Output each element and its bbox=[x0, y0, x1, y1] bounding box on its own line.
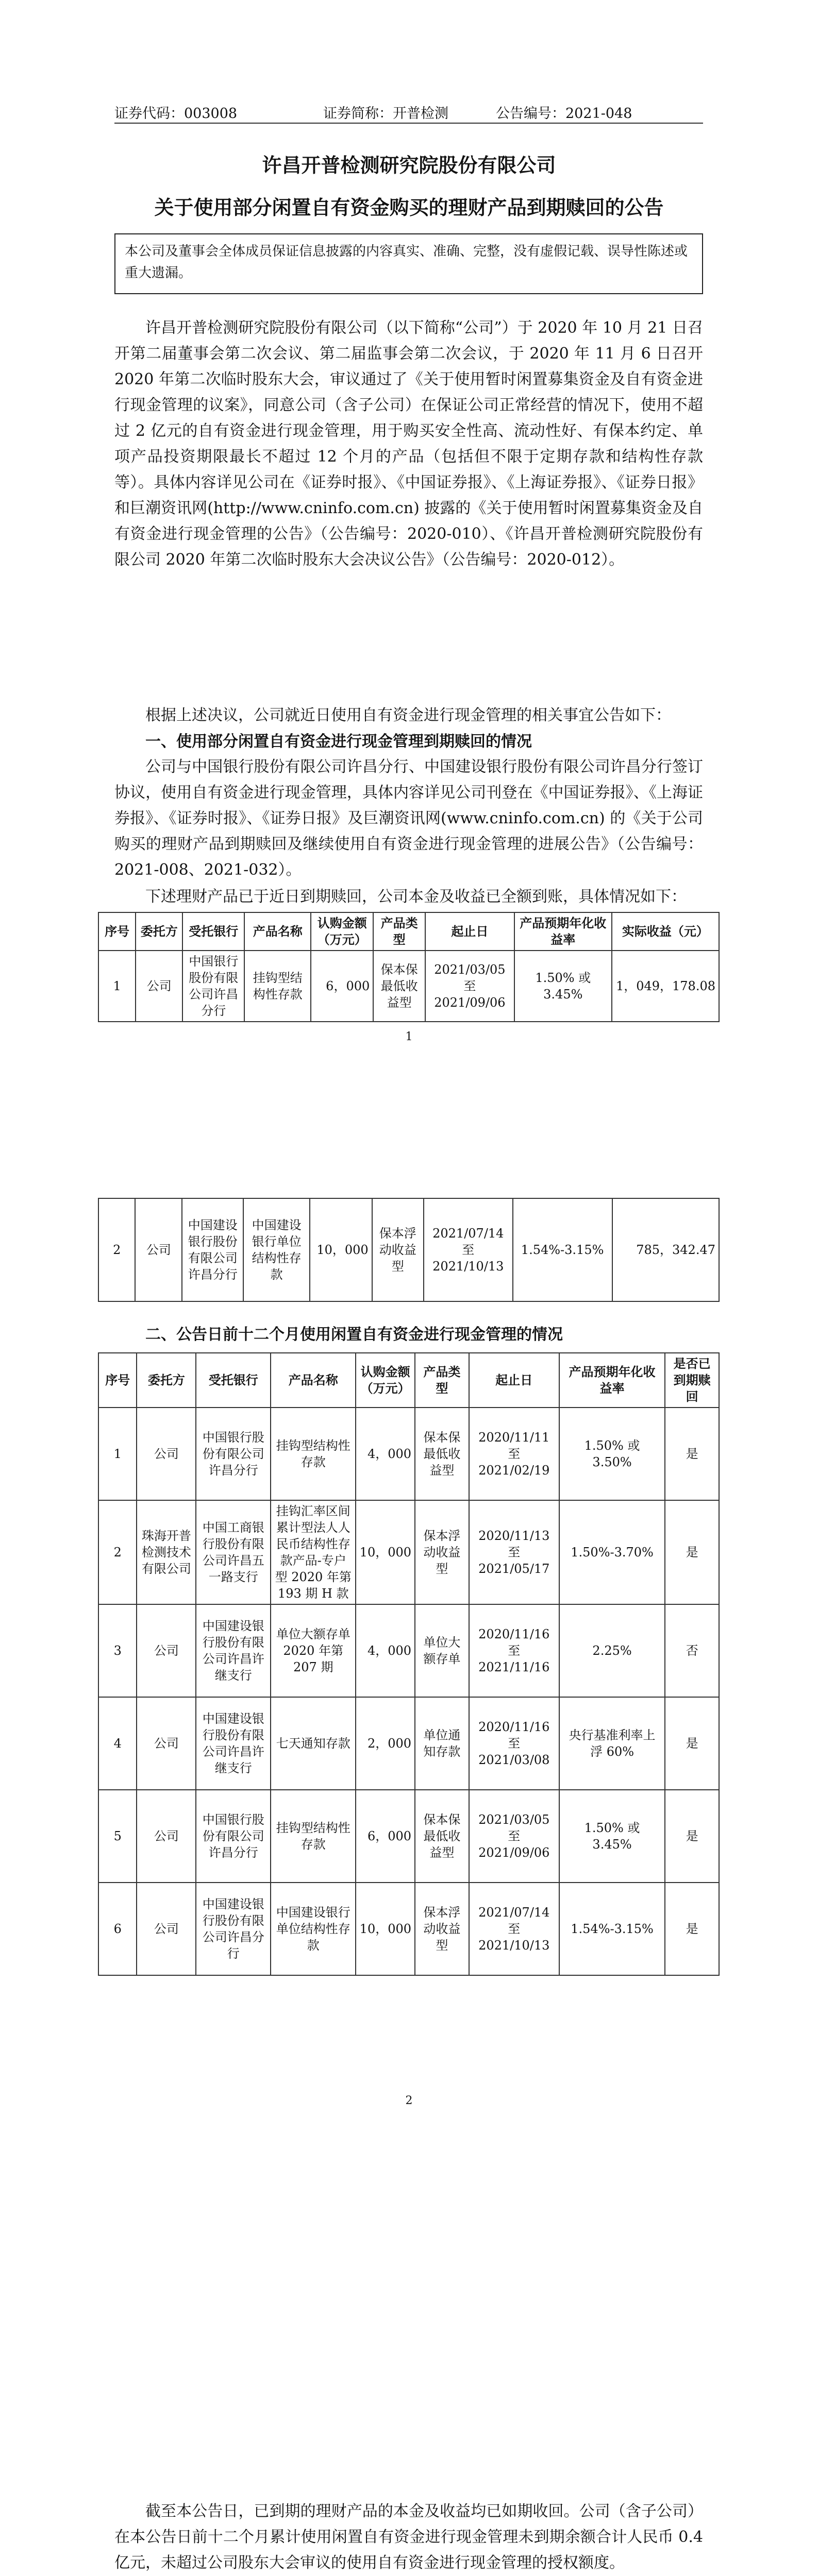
cell: 中国建设银行股份有限公司许昌许继支行 bbox=[196, 1697, 271, 1790]
cell: 公司 bbox=[137, 1408, 196, 1500]
cell: 公司 bbox=[135, 1198, 182, 1301]
cell: 6 bbox=[98, 1883, 137, 1975]
cell: 10，000 bbox=[356, 1500, 415, 1604]
cell: 保本浮动收益型 bbox=[415, 1500, 469, 1604]
cell: 1.50%-3.70% bbox=[559, 1500, 665, 1604]
section-2-title: 二、公告日前十二个月使用闲置自有资金进行现金管理的情况 bbox=[145, 1326, 563, 1344]
cell: 2021/07/14 至 2021/10/13 bbox=[424, 1198, 513, 1301]
table-row bbox=[98, 1883, 719, 1975]
cell: 保本保最低收益型 bbox=[415, 1790, 469, 1883]
cell: 1.54%-3.15% bbox=[559, 1883, 665, 1975]
col-header: 产品名称 bbox=[244, 912, 311, 951]
page-1 bbox=[0, 0, 818, 1157]
section-1-title: 一、使用部分闲置自有资金进行现金管理到期赎回的情况 bbox=[145, 733, 532, 751]
table-row bbox=[98, 1198, 719, 1301]
cell: 10，000 bbox=[310, 1198, 372, 1301]
section-1-text: 公司与中国银行股份有限公司许昌分行、中国建设银行股份有限公司许昌分行签订协议，使用自有资金进行现金管理，具体内容详见公司刊登在《中国证券报》、《上海证券报》、《证券时报》、《证券日报》及巨潮资讯网(www.cninfo.com.cn) 的《关于公司购买的理财产品到期赎回及继续使用自有资金进行现金管理的进展公告》（公告编号：2021-008、2021-032）。 bbox=[114, 758, 703, 879]
cell: 是 bbox=[665, 1883, 719, 1975]
cell: 1.54%-3.15% bbox=[513, 1198, 612, 1301]
cell: 公司 bbox=[137, 1697, 196, 1790]
cell: 中国建设银行股份有限公司许昌许继支行 bbox=[196, 1604, 271, 1697]
disclaimer-box: 本公司及董事会全体成员保证信息披露的内容真实、准确、完整，没有虚假记载、误导性陈述或重大遗漏。 bbox=[114, 233, 703, 294]
announcement-title: 关于使用部分闲置自有资金购买的理财产品到期赎回的公告 bbox=[154, 196, 664, 219]
page-2 bbox=[0, 1157, 818, 2313]
cell: 4 bbox=[98, 1697, 137, 1790]
cell: 中国建设银行股份有限公司许昌分行 bbox=[182, 1198, 243, 1301]
announcement-number: 公告编号：2021-048 bbox=[496, 106, 632, 122]
cell: 单位大额存单 2020 年第 207 期 bbox=[271, 1604, 356, 1697]
cell: 公司 bbox=[137, 1790, 196, 1883]
col-header: 是否已到期赎回 bbox=[665, 1353, 719, 1408]
cell: 1，049，178.08 bbox=[612, 951, 719, 1022]
cell: 2021/03/05 至 2021/09/06 bbox=[469, 1790, 559, 1883]
cell: 单位大额存单 bbox=[415, 1604, 469, 1697]
col-header: 序号 bbox=[98, 912, 136, 951]
page-number: 1 bbox=[405, 1030, 413, 1043]
past-12-months-table bbox=[98, 1352, 720, 1976]
cell: 2020/11/16 至 2021/11/16 bbox=[469, 1604, 559, 1697]
company-title: 许昌开普检测研究院股份有限公司 bbox=[262, 154, 556, 177]
header-rule bbox=[114, 123, 703, 124]
table-header-row bbox=[98, 1353, 719, 1408]
redeemed-products-table bbox=[98, 912, 720, 1022]
cell: 七天通知存款 bbox=[271, 1697, 356, 1790]
cell: 6，000 bbox=[311, 951, 373, 1022]
col-header: 产品预期年化收益率 bbox=[514, 912, 612, 951]
cell: 中国工商银行股份有限公司许昌五一路支行 bbox=[196, 1500, 271, 1604]
col-header: 委托方 bbox=[136, 912, 182, 951]
page-number: 2 bbox=[405, 2094, 413, 2107]
table-row bbox=[98, 1604, 719, 1697]
cell: 10，000 bbox=[356, 1883, 415, 1975]
stock-code: 证券代码：003008 bbox=[114, 106, 238, 122]
col-header: 产品类型 bbox=[415, 1353, 469, 1408]
cell: 中国银行股份有限公司许昌分行 bbox=[196, 1790, 271, 1883]
cell: 4，000 bbox=[356, 1408, 415, 1500]
page-3 bbox=[0, 2313, 818, 2576]
cell: 2 bbox=[98, 1198, 135, 1301]
cell: 1 bbox=[98, 1408, 137, 1500]
cell: 2020/11/11 至 2021/02/19 bbox=[469, 1408, 559, 1500]
cell: 2021/03/05 至 2021/09/06 bbox=[425, 951, 514, 1022]
stock-short-name: 证券简称：开普检测 bbox=[323, 106, 448, 122]
cell: 挂钩型结构性存款 bbox=[271, 1408, 356, 1500]
cell: 1.50% 或 3.45% bbox=[559, 1790, 665, 1883]
cell: 中国银行股份有限公司许昌分行 bbox=[196, 1408, 271, 1500]
cell: 挂钩汇率区间累计型法人人民币结构性存款产品-专户型 2020 年第 193 期 H 款 bbox=[271, 1500, 356, 1604]
cell: 是 bbox=[665, 1500, 719, 1604]
col-header: 受托银行 bbox=[182, 912, 244, 951]
cell: 央行基准利率上浮 60% bbox=[559, 1697, 665, 1790]
col-header: 认购金额（万元） bbox=[356, 1353, 415, 1408]
cell: 中国银行股份有限公司许昌分行 bbox=[182, 951, 244, 1022]
col-header: 产品类型 bbox=[373, 912, 425, 951]
col-header: 产品预期年化收益率 bbox=[559, 1353, 665, 1408]
col-header: 起止日 bbox=[469, 1353, 559, 1408]
table-row bbox=[98, 951, 719, 1022]
closing-paragraph: 截至本公告日，已到期的理财产品的本金及收益均已如期收回。公司（含子公司）在本公告日前十二个月累计使用闲置自有资金进行现金管理未到期余额合计人民币 0.4 亿元，未超过公司股东大会审议的使用自有资金进行现金管理的授权额度。 bbox=[114, 2502, 703, 2572]
cell: 2021/07/14 至 2021/10/13 bbox=[469, 1883, 559, 1975]
table-row bbox=[98, 1790, 719, 1883]
cell: 挂钩型结构性存款 bbox=[244, 951, 311, 1022]
cell: 珠海开普检测技术有限公司 bbox=[137, 1500, 196, 1604]
cell: 公司 bbox=[137, 1883, 196, 1975]
col-header: 产品名称 bbox=[271, 1353, 356, 1408]
section-1-text-2: 下述理财产品已于近日到期赎回，公司本金及收益已全额到账，具体情况如下： bbox=[145, 888, 687, 906]
table-row bbox=[98, 1697, 719, 1790]
intro-paragraph-2: 根据上述决议，公司就近日使用自有资金进行现金管理的相关事宜公告如下： bbox=[145, 706, 671, 724]
cell: 3 bbox=[98, 1604, 137, 1697]
cell: 1.50% 或 3.45% bbox=[514, 951, 612, 1022]
cell: 2.25% bbox=[559, 1604, 665, 1697]
table-row bbox=[98, 1408, 719, 1500]
cell: 是 bbox=[665, 1697, 719, 1790]
cell: 5 bbox=[98, 1790, 137, 1883]
col-header: 实际收益（元） bbox=[612, 912, 719, 951]
col-header: 受托银行 bbox=[196, 1353, 271, 1408]
cell: 是 bbox=[665, 1790, 719, 1883]
col-header: 序号 bbox=[98, 1353, 137, 1408]
table-header-row bbox=[98, 912, 719, 951]
cell: 4，000 bbox=[356, 1604, 415, 1697]
cell: 1 bbox=[98, 951, 136, 1022]
cell: 2，000 bbox=[356, 1697, 415, 1790]
cell: 保本浮动收益型 bbox=[372, 1198, 424, 1301]
col-header: 起止日 bbox=[425, 912, 514, 951]
cell: 否 bbox=[665, 1604, 719, 1697]
intro-paragraph: 许昌开普检测研究院股份有限公司（以下简称“公司”）于 2020 年 10 月 21 日召开第二届董事会第二次会议、第二届监事会第二次会议，于 2020 年 11 月 6 日召开 2020 年第二次临时股东大会，审议通过了《关于使用暂时闲置募集资金及自有资金进行现金管理的议案》，同意公司（含子公司）在保证公司正常经营的情况下，使用不超过 2 亿元的自有资金进行现金管理，用于购买安全性高、流动性好、有保本约定、单项产品投资期限最长不超过 12 个月的产品（包括但不限于定期存款和结构性存款等）。具体内容详见公司在《证券时报》、《中国证券报》、《上海证券报》、《证券日报》和巨潮资讯网(http://www.cninfo.com.cn) 披露的《关于使用暂时闲置募集资金及自有资金进行现金管理的公告》（公告编号：2020-010）、《许昌开普检测研究院股份有限公司 2020 年第二次临时股东大会决议公告》（公告编号：2020-012）。 bbox=[114, 319, 703, 569]
cell: 2 bbox=[98, 1500, 137, 1604]
col-header: 认购金额（万元） bbox=[311, 912, 373, 951]
cell: 2020/11/16 至 2021/03/08 bbox=[469, 1697, 559, 1790]
cell: 保本浮动收益型 bbox=[415, 1883, 469, 1975]
cell: 挂钩型结构性存款 bbox=[271, 1790, 356, 1883]
cell: 保本保最低收益型 bbox=[373, 951, 425, 1022]
cell: 是 bbox=[665, 1408, 719, 1500]
cell: 公司 bbox=[136, 951, 182, 1022]
cell: 1.50% 或 3.50% bbox=[559, 1408, 665, 1500]
table-row bbox=[98, 1500, 719, 1604]
cell: 单位通知存款 bbox=[415, 1697, 469, 1790]
cell: 6，000 bbox=[356, 1790, 415, 1883]
redeemed-products-table-continued bbox=[98, 1198, 720, 1302]
cell: 2020/11/13 至 2021/05/17 bbox=[469, 1500, 559, 1604]
col-header: 委托方 bbox=[137, 1353, 196, 1408]
cell: 公司 bbox=[137, 1604, 196, 1697]
cell: 中国建设银行股份有限公司许昌分行 bbox=[196, 1883, 271, 1975]
cell: 保本保最低收益型 bbox=[415, 1408, 469, 1500]
cell: 785，342.47 bbox=[612, 1198, 719, 1301]
cell: 中国建设银行单位结构性存款 bbox=[243, 1198, 310, 1301]
cell: 中国建设银行单位结构性存款 bbox=[271, 1883, 356, 1975]
